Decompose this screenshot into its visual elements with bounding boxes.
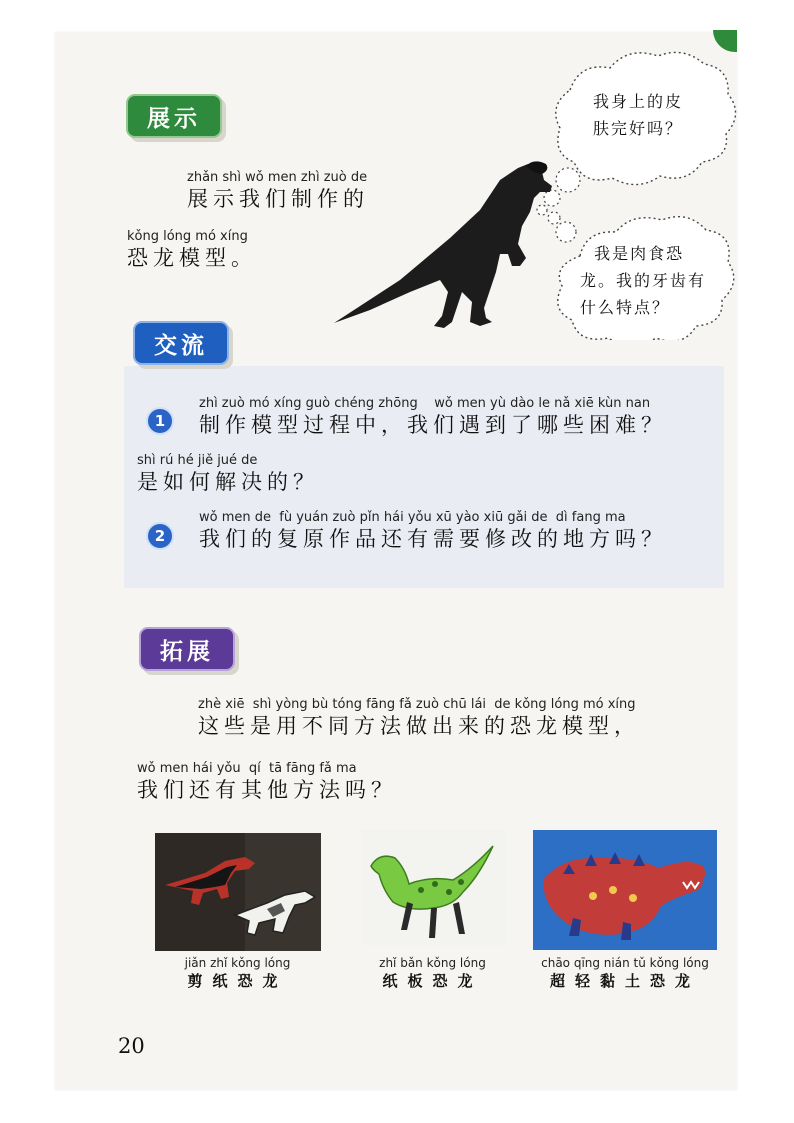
pinyin: kǒng lóng mó xíng — [127, 229, 248, 244]
hanzi: 我们还有其他方法吗？ — [137, 778, 397, 802]
hanzi: 这些是用不同方法做出来的恐龙模型， — [198, 714, 640, 738]
question-2-number: 2 — [146, 522, 174, 550]
show-badge: 展示 — [126, 94, 222, 138]
pinyin: zhè xiē shì yòng bù tóng fāng fǎ zuò chū lái de kǒng lóng mó xíng — [198, 697, 636, 712]
pinyin: jiǎn zhǐ kǒng lóng — [184, 956, 291, 970]
pinyin: chāo qīng nián tǔ kǒng lóng — [541, 956, 709, 970]
label: 超轻黏土恐龙 — [549, 972, 700, 990]
question-1-line-2 — [137, 453, 319, 495]
paper-cut-dinosaur-photo — [155, 833, 321, 951]
bubble-top-text: 我身上的皮 肤完好吗？ — [593, 92, 684, 138]
hanzi: 展示我们制作的 — [187, 187, 369, 211]
pinyin: zhǎn shì wǒ men zhì zuò de — [187, 170, 368, 185]
pinyin: zhǐ bǎn kǒng lóng — [379, 956, 486, 970]
show-line-2 — [127, 229, 257, 271]
cardboard-dinosaur-photo — [361, 830, 506, 945]
bubble-bottom-text: 我是肉食恐 龙。我的牙齿有 什么特点？ — [580, 244, 707, 317]
extend-line-2 — [137, 761, 397, 803]
pinyin: zhì zuò mó xíng guò chéng zhōng wǒ men yù dào le nǎ xiē kùn nan — [199, 396, 651, 411]
hanzi: 恐龙模型。 — [127, 246, 257, 270]
label: 纸板恐龙 — [382, 972, 483, 990]
question-1-line-1 — [199, 396, 667, 438]
communicate-badge: 交流 — [133, 321, 229, 365]
clay-dinosaur-photo — [533, 830, 717, 950]
photo-caption-1 — [170, 955, 305, 991]
pinyin: wǒ men de fù yuán zuò pǐn hái yǒu xū yào xiū gǎi de dì fang ma — [199, 510, 626, 525]
photo-caption-2 — [365, 955, 500, 991]
hanzi: 是如何解决的？ — [137, 470, 319, 494]
hanzi: 制作模型过程中，我们遇到了哪些困难？ — [199, 413, 667, 437]
question-2-line — [199, 510, 667, 552]
pinyin: shì rú hé jiě jué de — [137, 453, 258, 468]
question-1-number: 1 — [146, 407, 174, 435]
label: 剪纸恐龙 — [187, 972, 288, 990]
extend-line-1 — [198, 697, 640, 739]
hanzi: 我们的复原作品还有需要修改的地方吗？ — [199, 527, 667, 551]
photo-caption-3 — [530, 955, 720, 991]
page-number: 20 — [118, 1034, 145, 1058]
extend-badge: 拓展 — [139, 627, 235, 671]
pinyin: wǒ men hái yǒu qí tā fāng fǎ ma — [137, 761, 357, 776]
